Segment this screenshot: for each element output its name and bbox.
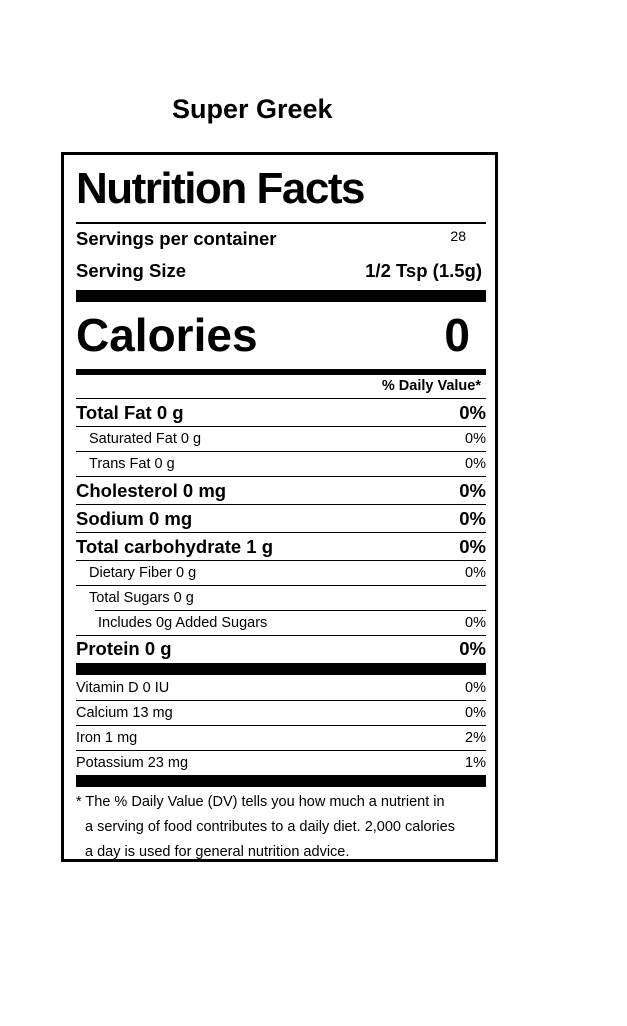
nutrient-row xyxy=(76,533,486,560)
servings-per-container-row xyxy=(76,226,486,252)
nutrient-row xyxy=(76,636,486,662)
nutrient-row xyxy=(76,586,486,610)
nutrient-name: Includes 0g Added Sugars xyxy=(98,615,268,631)
divider-thin xyxy=(76,222,486,224)
nutrition-facts-label xyxy=(61,152,498,862)
serving-size-label: Serving Size xyxy=(76,260,187,281)
nutrient-dv: 0% xyxy=(459,479,486,501)
daily-value-header: % Daily Value* xyxy=(381,378,481,394)
vitamin-name: Vitamin D 0 IU xyxy=(76,680,170,696)
vitamin-row xyxy=(76,701,486,725)
product-title: Super Greek xyxy=(172,94,333,124)
nutrient-dv: 0% xyxy=(465,615,486,631)
nutrient-row xyxy=(76,399,486,426)
vitamin-row xyxy=(76,726,486,750)
nutrient-dv: 0% xyxy=(465,565,486,581)
nutrient-name: Cholesterol 0 mg xyxy=(76,479,227,501)
vitamin-dv: 0% xyxy=(465,680,486,696)
calories-value: 0 xyxy=(444,309,470,361)
nutrient-name: Total carbohydrate 1 g xyxy=(76,535,274,557)
serving-size-value: 1/2 Tsp (1.5g) xyxy=(365,260,482,281)
nutrition-facts-heading: Nutrition Facts xyxy=(76,164,364,213)
nutrient-dv: 0% xyxy=(459,507,486,529)
divider-thick xyxy=(76,663,486,675)
nutrient-row xyxy=(76,561,486,585)
nutrient-name: Sodium 0 mg xyxy=(76,507,193,529)
nutrient-name: Trans Fat 0 g xyxy=(89,456,175,472)
nutrient-dv: 0% xyxy=(465,431,486,447)
nutrient-row xyxy=(76,611,486,635)
footnote xyxy=(76,790,455,865)
vitamin-dv: 1% xyxy=(465,755,486,771)
nutrient-name: Total Sugars 0 g xyxy=(89,590,194,606)
vitamin-row xyxy=(76,676,486,700)
nutrient-dv: 0% xyxy=(459,535,486,557)
servings-per-container-value: 28 xyxy=(450,228,466,244)
vitamin-row xyxy=(76,751,486,775)
nutrient-row xyxy=(76,477,486,504)
servings-per-container-label: Servings per container xyxy=(76,228,277,249)
serving-size-row xyxy=(76,257,486,285)
nutrient-dv: 0% xyxy=(465,456,486,472)
vitamin-dv: 2% xyxy=(465,730,486,746)
vitamin-name: Calcium 13 mg xyxy=(76,705,173,721)
nutrient-name: Total Fat 0 g xyxy=(76,401,184,423)
nutrient-dv: 0% xyxy=(459,638,486,659)
divider-medium xyxy=(76,369,486,375)
divider-thick xyxy=(76,290,486,302)
calories-label: Calories xyxy=(76,309,258,361)
vitamin-name: Potassium 23 mg xyxy=(76,755,189,771)
nutrient-name: Saturated Fat 0 g xyxy=(89,431,202,447)
nutrient-row xyxy=(76,505,486,532)
vitamin-name: Iron 1 mg xyxy=(76,730,138,746)
nutrient-name: Dietary Fiber 0 g xyxy=(89,565,197,581)
nutrient-row xyxy=(76,452,486,476)
calories-row xyxy=(76,307,486,363)
footnote-line: a serving of food contributes to a daily diet. 2,000 calories xyxy=(85,819,455,835)
nutrient-name: Protein 0 g xyxy=(76,638,172,659)
footnote-line: a day is used for general nutrition advice. xyxy=(85,844,350,860)
footnote-line: * The % Daily Value (DV) tells you how much a nutrient in xyxy=(76,794,445,810)
divider-thick xyxy=(76,775,486,787)
nutrient-dv: 0% xyxy=(459,401,486,423)
vitamin-dv: 0% xyxy=(465,705,486,721)
nutrient-row xyxy=(76,427,486,451)
